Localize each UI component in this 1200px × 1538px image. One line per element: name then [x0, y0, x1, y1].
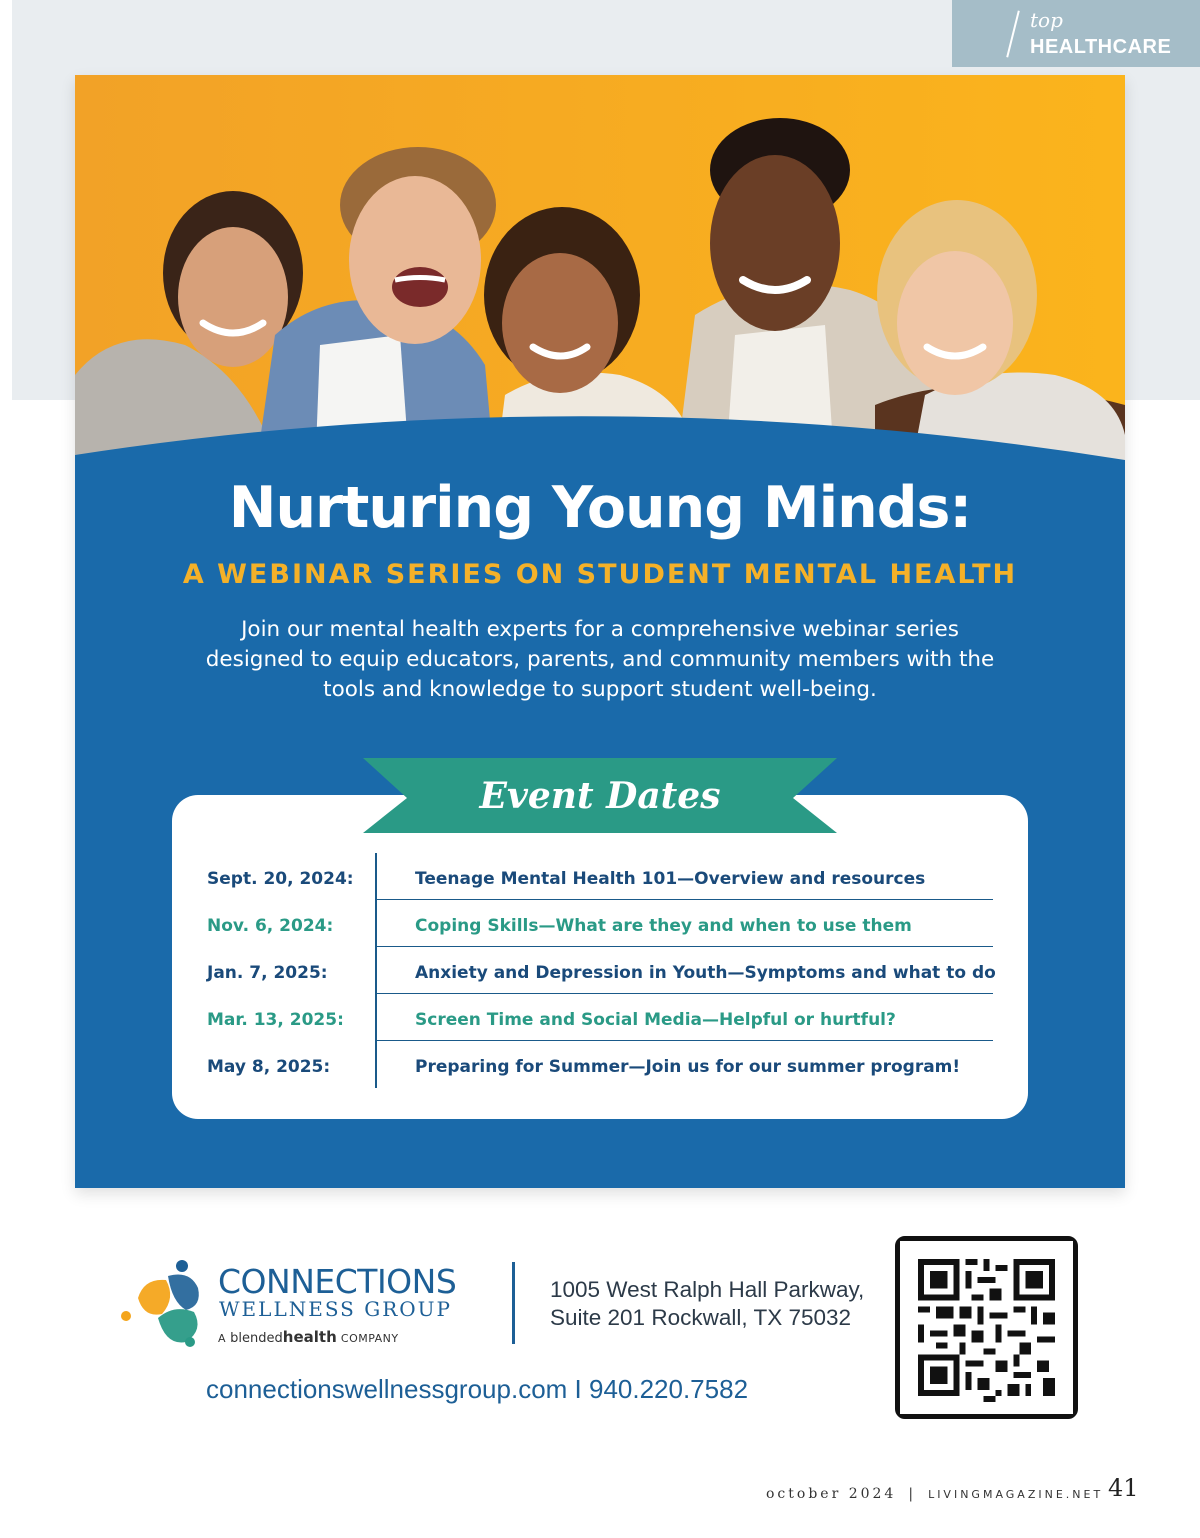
event-title: Anxiety and Depression in Youth—Symptoms and what to do [415, 963, 996, 983]
brand-name: CONNECTIONS [218, 1262, 457, 1301]
event-date: Mar. 13, 2025: [207, 1010, 344, 1030]
footer-divider [512, 1262, 515, 1344]
address [550, 1276, 864, 1332]
section-tag-category: HEALTHCARE [1030, 36, 1172, 58]
brand-subtitle: WELLNESS GROUP [219, 1297, 452, 1321]
brand-tagline-prefix: A [218, 1332, 227, 1345]
event-row [195, 900, 993, 947]
event-column-divider [375, 1041, 377, 1088]
event-date: Nov. 6, 2024: [207, 916, 334, 936]
event-list [195, 853, 996, 1088]
event-date: Sept. 20, 2024: [207, 869, 354, 889]
event-column-divider [375, 947, 377, 994]
folio-site: LIVINGMAGAZINE.NET [928, 1488, 1104, 1501]
event-row [195, 853, 993, 900]
tag-slash [1006, 10, 1020, 57]
section-tag [952, 0, 1200, 67]
event-title: Coping Skills—What are they and when to use them [415, 916, 912, 936]
brand-tagline [218, 1328, 399, 1346]
event-title: Preparing for Summer—Join us for our summer program! [415, 1057, 961, 1077]
headline: Nurturing Young Minds: [228, 475, 972, 541]
webinar-ad [75, 75, 1125, 1188]
brand-tagline-health: health [282, 1328, 337, 1346]
event-title: Screen Time and Social Media—Helpful or hurtful? [415, 1010, 896, 1030]
event-row [195, 1041, 993, 1088]
event-row [195, 994, 993, 1041]
contact-line[interactable]: connectionswellnessgroup.com I 940.220.7582 [206, 1374, 749, 1404]
folio-issue: october 2024 [766, 1486, 897, 1502]
event-column-divider [375, 900, 377, 947]
folio [766, 1486, 1103, 1502]
address-line-2: Suite 201 Rockwall, TX 75032 [550, 1305, 852, 1330]
brand-tagline-blended: blended [230, 1331, 283, 1346]
event-title: Teenage Mental Health 101—Overview and resources [415, 869, 926, 889]
page-number: 41 [1108, 1474, 1139, 1502]
connections-logo-mark-icon [120, 1258, 215, 1348]
event-column-divider [375, 853, 377, 900]
event-date: Jan. 7, 2025: [207, 963, 328, 983]
group-photo [75, 75, 1125, 475]
brand-tagline-suffix: COMPANY [340, 1332, 399, 1345]
event-date: May 8, 2025: [207, 1057, 331, 1077]
intro-text: Join our mental health experts for a comprehensive webinar series designed to equip educators, parents, and community members with the tools and knowledge to support student well-being. [205, 617, 995, 702]
event-dates-heading: Event Dates [479, 775, 721, 817]
section-tag-top: top [1030, 8, 1063, 32]
address-line-1: 1005 West Ralph Hall Parkway, [550, 1277, 865, 1302]
folio-separator: | [908, 1486, 917, 1502]
qr-code-icon[interactable] [895, 1236, 1078, 1419]
event-column-divider [375, 994, 377, 1041]
subhead: A WEBINAR SERIES ON STUDENT MENTAL HEALTH [182, 559, 1018, 590]
event-row [195, 947, 996, 994]
